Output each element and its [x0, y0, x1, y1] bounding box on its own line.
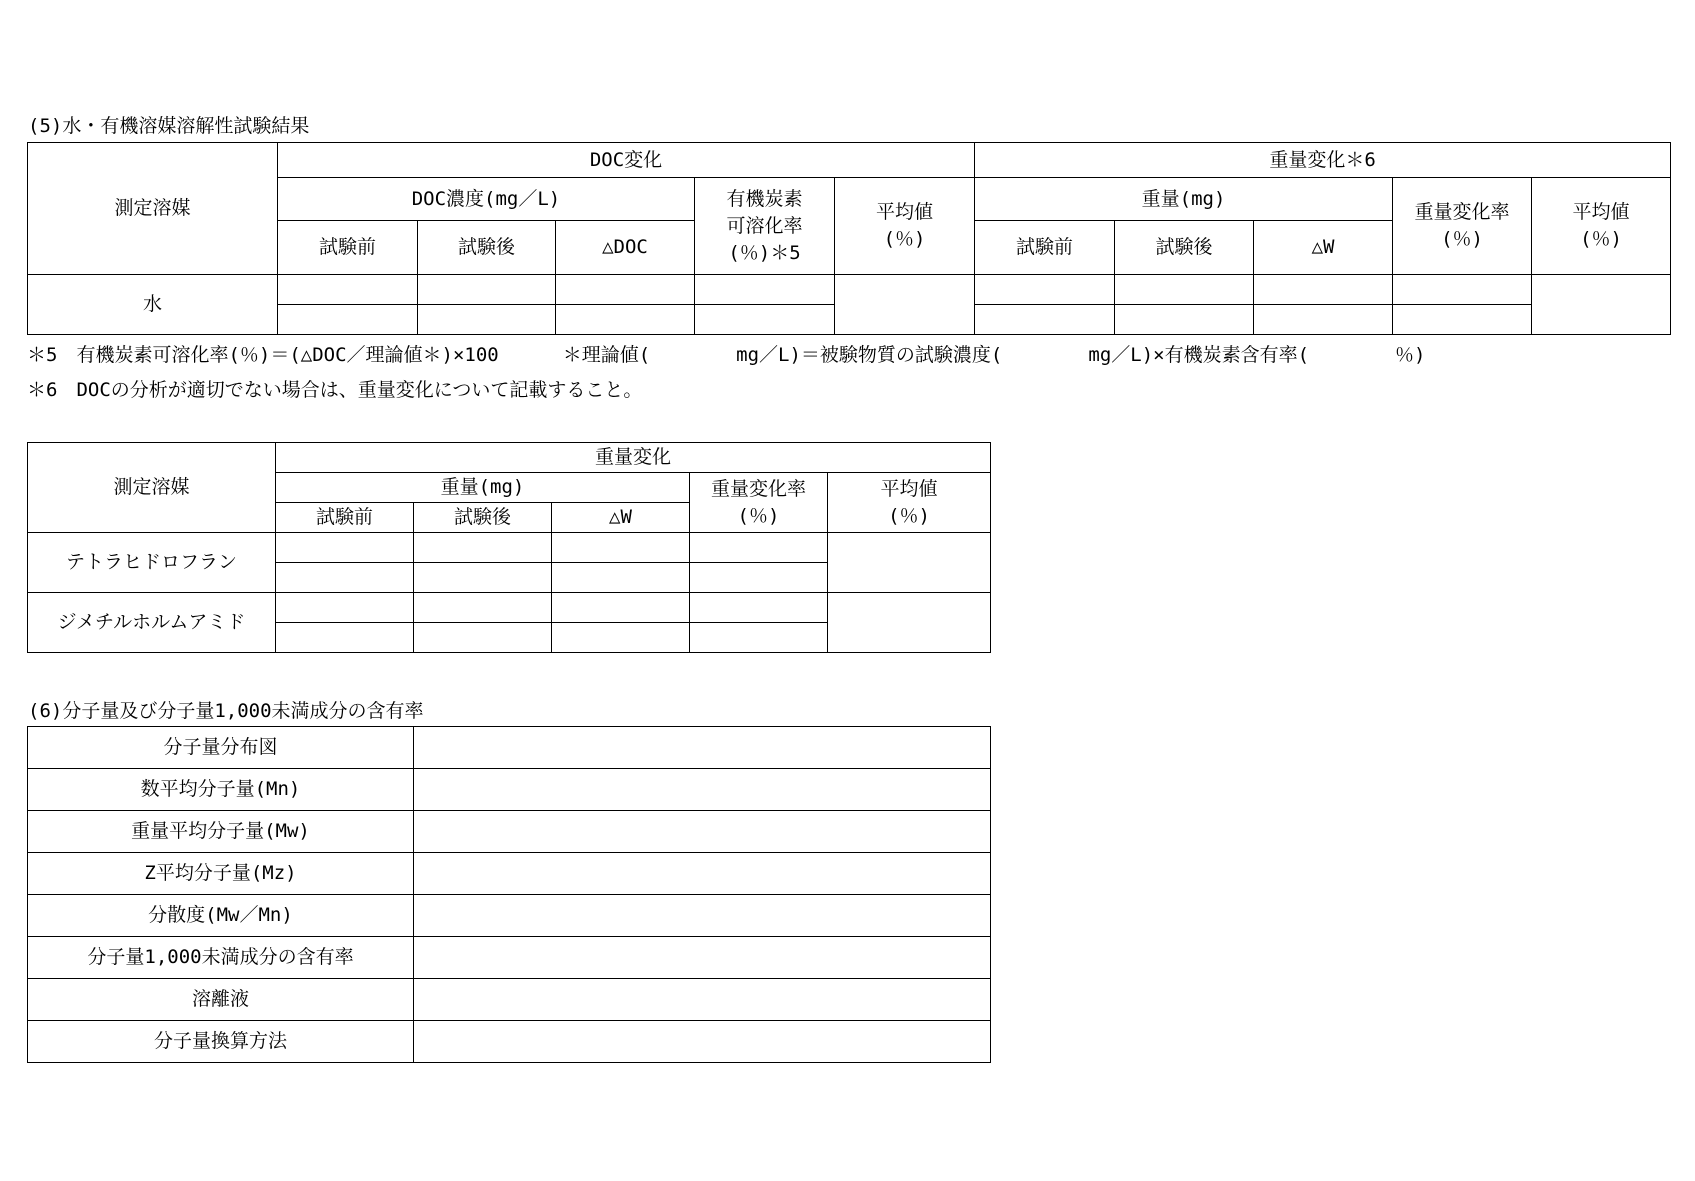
table-cell[interactable] — [695, 275, 835, 305]
weight-average-line1: 平均値 — [1572, 201, 1630, 223]
table-cell[interactable] — [1254, 275, 1393, 305]
molecular-weight-table — [27, 726, 991, 1063]
row-dmf-label: ジメチルホルムアミド — [28, 593, 276, 653]
table-cell[interactable] — [1115, 305, 1254, 335]
row-thf-label: テトラヒドロフラン — [28, 533, 276, 593]
organic-carbon-rate-line1: 有機炭素 — [726, 187, 803, 210]
table-cell[interactable] — [414, 623, 552, 653]
table-cell[interactable] — [1532, 275, 1671, 335]
note-5-theory: ＊理論値( — [562, 344, 651, 366]
table-cell[interactable] — [556, 305, 695, 335]
organic-carbon-rate-line3: (％)＊5 — [728, 241, 801, 264]
weight-change-header: 重量変化＊6 — [975, 143, 1671, 178]
average-2-line1: 平均値 — [880, 477, 938, 500]
after-header-2: 試験後 — [414, 503, 552, 533]
mw-row-label: 重量平均分子量(Mw) — [28, 811, 414, 853]
average-2-line2: (％) — [888, 504, 930, 527]
table-cell[interactable] — [414, 563, 552, 593]
doc-average-line2: (％) — [883, 228, 926, 250]
table-cell[interactable] — [690, 593, 828, 623]
table-cell[interactable] — [552, 623, 690, 653]
table-cell[interactable] — [418, 305, 556, 335]
table-cell[interactable] — [690, 623, 828, 653]
table-cell[interactable] — [414, 533, 552, 563]
table-cell[interactable] — [975, 275, 1115, 305]
note-5-test-conc: mg／L)＝被験物質の試験濃度( — [736, 344, 1003, 366]
note-6: ＊6 DOCの分析が適切でない場合は、重量変化について記載すること。 — [27, 379, 643, 401]
average-header-2 — [828, 473, 991, 533]
doc-change-header: DOC変化 — [278, 143, 975, 178]
table-cell[interactable] — [1115, 275, 1254, 305]
table-cell[interactable] — [552, 593, 690, 623]
before-header-2: 試験前 — [276, 503, 414, 533]
table-cell[interactable] — [276, 593, 414, 623]
note-5 — [27, 342, 1425, 368]
weight-change-rate-line1: 重量変化率 — [1414, 201, 1510, 223]
weight-change-rate-2-line1: 重量変化率 — [710, 477, 806, 500]
table-cell[interactable] — [828, 533, 991, 593]
table-cell[interactable] — [1254, 305, 1393, 335]
table-cell[interactable] — [556, 275, 695, 305]
table-cell[interactable] — [1393, 275, 1532, 305]
mw-row-value[interactable] — [414, 811, 991, 853]
mw-row-label: 分子量換算方法 — [28, 1021, 414, 1063]
table-cell[interactable] — [276, 533, 414, 563]
weight-change-rate-2-line2: (％) — [737, 504, 780, 527]
mw-row-label: Z平均分子量(Mz) — [28, 853, 414, 895]
weight-mg-header: 重量(mg) — [975, 178, 1393, 221]
doc-after-header: 試験後 — [418, 221, 556, 275]
mw-row-label: 溶離液 — [28, 979, 414, 1021]
weight-change-header-2: 重量変化 — [276, 443, 991, 473]
table-cell[interactable] — [418, 275, 556, 305]
organic-carbon-rate-line2: 可溶化率 — [726, 214, 803, 237]
weight-change-rate-line2: (％) — [1441, 228, 1483, 250]
delta-w-header-2: △W — [552, 503, 690, 533]
table-cell[interactable] — [690, 533, 828, 563]
mw-row-value[interactable] — [414, 979, 991, 1021]
table-cell[interactable] — [828, 593, 991, 653]
weight-average-header — [1532, 178, 1671, 275]
mw-row-label: 分子量分布図 — [28, 727, 414, 769]
table-cell[interactable] — [835, 275, 975, 335]
table-cell[interactable] — [695, 305, 835, 335]
weight-mg-header-2: 重量(mg) — [276, 473, 690, 503]
weight-change-table — [27, 442, 991, 653]
note-5-percent: ％) — [1395, 344, 1426, 366]
table-cell[interactable] — [1393, 305, 1532, 335]
table-cell[interactable] — [278, 275, 418, 305]
mw-row-value[interactable] — [414, 769, 991, 811]
organic-carbon-rate-header — [695, 178, 835, 275]
mw-row-label: 分子量1,000未満成分の含有率 — [28, 937, 414, 979]
mw-row-value[interactable] — [414, 937, 991, 979]
mw-row-value[interactable] — [414, 1021, 991, 1063]
note-5-formula: ＊5 有機炭素可溶化率(％)＝(△DOC／理論値＊)×100 — [27, 344, 499, 366]
table-cell[interactable] — [414, 593, 552, 623]
delta-doc-header: △DOC — [556, 221, 695, 275]
weight-change-rate-header — [1393, 178, 1532, 275]
solvent-header-2: 測定溶媒 — [28, 443, 276, 533]
table-cell[interactable] — [975, 305, 1115, 335]
table-cell[interactable] — [278, 305, 418, 335]
doc-average-header — [835, 178, 975, 275]
solvent-header: 測定溶媒 — [28, 143, 278, 275]
table-cell[interactable] — [276, 563, 414, 593]
weight-average-line2: (％) — [1580, 228, 1622, 250]
weight-before-header: 試験前 — [975, 221, 1115, 275]
mw-row-label: 数平均分子量(Mn) — [28, 769, 414, 811]
delta-w-header: △W — [1254, 221, 1393, 275]
table-cell[interactable] — [552, 563, 690, 593]
weight-change-rate-header-2 — [690, 473, 828, 533]
section6-title: (6)分子量及び分子量1,000未満成分の含有率 — [28, 700, 424, 722]
table-cell[interactable] — [690, 563, 828, 593]
table-cell[interactable] — [276, 623, 414, 653]
mw-row-label: 分散度(Mw／Mn) — [28, 895, 414, 937]
doc-weight-table — [27, 142, 1671, 335]
row-water-label: 水 — [28, 275, 278, 335]
doc-average-line1: 平均値 — [876, 201, 934, 223]
mw-row-value[interactable] — [414, 853, 991, 895]
weight-after-header: 試験後 — [1115, 221, 1254, 275]
table-cell[interactable] — [552, 533, 690, 563]
doc-conc-header: DOC濃度(mg／L) — [278, 178, 695, 221]
doc-before-header: 試験前 — [278, 221, 418, 275]
note-5-carbon-content: mg／L)×有機炭素含有率( — [1088, 344, 1310, 366]
mw-row-value[interactable] — [414, 727, 991, 769]
section5-title: (5)水・有機溶媒溶解性試験結果 — [28, 115, 310, 137]
mw-row-value[interactable] — [414, 895, 991, 937]
